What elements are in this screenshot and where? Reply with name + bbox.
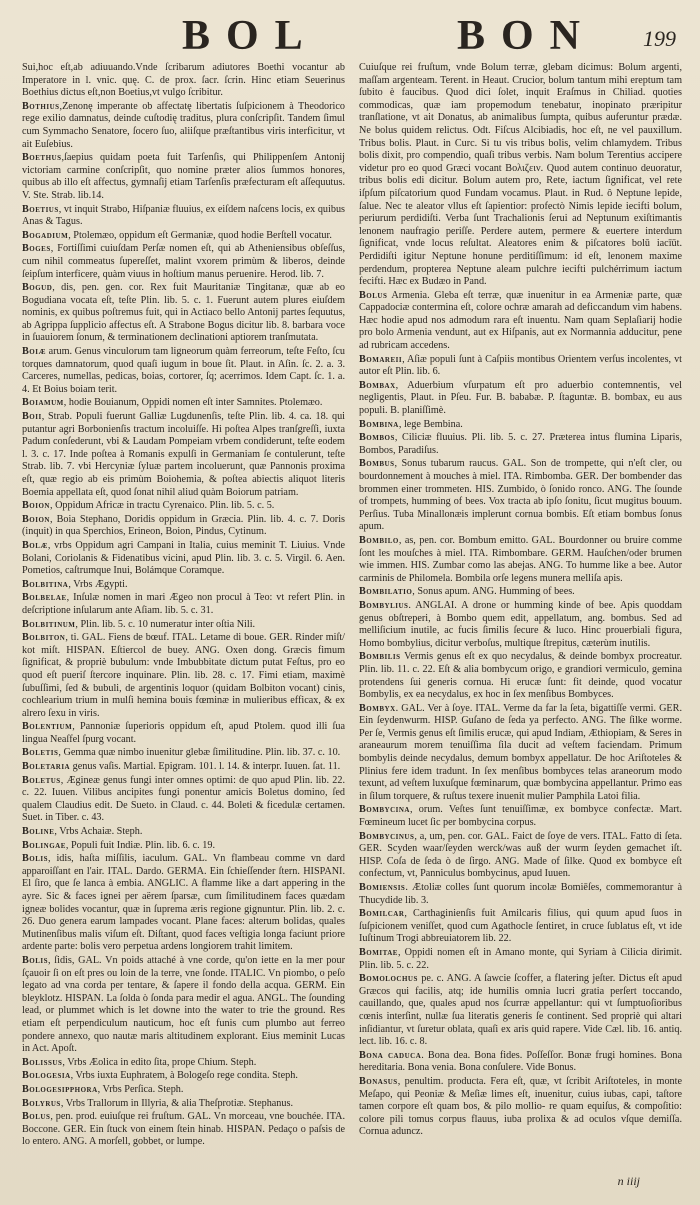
entry-text: , ſidis, GAL. Vn poids attaché à vne corde, qu'on iette en la mer pour ſçauoir ſi on eſt pres ou loin de la terre, vne ſonde. ITALIC. Vn piombo, o peſo legato ad vna corda per tentare, & ſapere il fondo della acqua. GERM. Ein bleyklotz. HISPAN. La ſolda ò ſonda para medir el agua. ANGL. The ſounding lead, or plummet which is let downe into the water to trie the ground. Res etiam eſt perpendiculum nauticum, hoc eſt funis cum plumbo aut ferreo pondere annexo, quo nautæ maris altitudinem explorant. Eius meminit Lucas in Act. Apoſt. — [22, 954, 345, 1055]
entry-text: , Vrbs Æolica in edito ſita, prope Chium. Steph. — [62, 1056, 257, 1068]
entry-text: , pen. prod. euiuſque rei fruſtum. GAL. Vn morceau, vne bouchée. ITA. Boccone. GER. Ein ſtuck von einem ſtein hinab. HISPAN. Pedaço o paſsis de lo entero. ANG. A morſell, gobbet, or lumpe. — [22, 1111, 345, 1148]
entry-headword: Bogadium — [22, 229, 69, 241]
entry-headword: Bolus — [359, 289, 388, 301]
entry-text: , Strab. Populi fuerunt Galliæ Lugdunenſis, teſte Plin. lib. 4. ca. 18. qui putantur agri Borbonienſis tractum incoluiſſe. Hi poſtea Alpes tranſgreſſi, iuxta Padum conſederunt, vbi & Laudam Pompeiam vrbem condiderunt, teſte eodem l. 3. c. 17. Inde poſtea à Romanis expulſi in Germaniam ſe contulerunt, teſte Strab. lib. 7. vbi Hercyniæ ſyluæ partem incoluerunt, quæ Pannonis proxima eſt, quæ regio ab eis primùm Boiohemia, & poſtea abiectis aliquot literis Boemia appellata eſt, quod ſonat nihil aliud quàm Boiorum patriam. — [22, 411, 345, 498]
dictionary-entry — [22, 1070, 345, 1083]
entry-text: , Vrbs Perſica. Steph. — [97, 1083, 184, 1095]
entry-text: , Inſulæ nomen in mari Ægeo non procul à Teo: vt refert Plin. in deſcriptione inſularum ante Aſiam. lib. 5. c. 31. — [22, 592, 345, 616]
dictionary-entry — [359, 458, 682, 534]
entry-text: , Oppidi nomen eſt in Amano monte, qui Syriam à Cilicia dirimit. Plin. lib. 5. c. 22. — [359, 946, 682, 971]
entry-headword: Bomolochus — [359, 973, 418, 985]
entry-text: ,ſaepius quidam poeta fuit Tarſenſis, qui Philippenſem Antonij victoriam carmine conſcripſit, quo nomine præter alios ſummos honores, quibus ab illo eſt affectus, gymnaſij etiam Tarſenſis præfecturam eſt aſſequutus. V. Ste. Strab. lib.14. — [22, 152, 345, 201]
dictionary-entry — [22, 152, 345, 202]
entry-headword: Bolbiton — [22, 632, 66, 644]
entry-text: , Ptolemæo, oppidum eſt Germaniæ, quod hodie Berſtell vocatur. — [68, 229, 332, 241]
entry-headword: Boetius — [22, 203, 59, 215]
entry-headword: Bombus — [359, 458, 395, 470]
entry-headword: Bogud — [22, 282, 53, 294]
dictionary-entry — [22, 840, 345, 853]
left-column — [22, 62, 345, 1193]
header-left-keyword: BOL — [182, 13, 319, 59]
entry-headword: Bolissus — [22, 1056, 63, 1068]
entry-headword: Boion — [22, 500, 50, 512]
entry-headword: Boiamum — [22, 397, 64, 409]
dictionary-entry — [22, 514, 345, 539]
dictionary-entry — [22, 101, 345, 151]
dictionary-entry — [359, 882, 682, 907]
entry-headword: Bombilatio — [359, 586, 413, 598]
entry-headword: Bombyx — [359, 702, 396, 714]
entry-text: , vt inquit Strabo, Hiſpaniæ fluuius, ex eiſdem naſcens locis, ex quibus Anas & Tagus. — [22, 203, 345, 228]
entry-headword: Bombilis — [359, 651, 401, 663]
page-number: 199 — [643, 26, 676, 51]
dictionary-entry — [22, 62, 345, 100]
dictionary-entry — [22, 955, 345, 1056]
dictionary-entry — [22, 540, 345, 578]
entry-text: ,Zenonę imperante ob affectatę libertatis ſuſpicionem à Theodorico rege exilio damnatus, deinde cuſtodię traditus, plura conſcripſit. Tandem ſimul cum Symmacho Senatore, ſocero ſuo, aliiſque præſtantibus viris interficitur, vt ait Euſebius. — [22, 100, 345, 150]
entry-headword: Boges — [22, 243, 51, 255]
entry-text: , Vrbs Trallorum in Illyria, & alia Theſprotiæ. Stephanus. — [60, 1097, 294, 1109]
right-column — [359, 62, 682, 1193]
entry-headword: Bolbitinum — [22, 618, 76, 630]
entry-text: Cuiuſque rei fruſtum, vnde Bolum terræ, glebam dicimus: Bolum argenti, maſſam argenteam. Terent. in Heaut. Crucior, bolum tantum mihi ereptum tam ſubito è faucibus. Quod dici ſolet, inquit Eraſmus in Chiliad. quoties commodicas, quæ iam propemodum tenebatur, inopinato præripitur tranſlatione, vt ait Donatus, ab animalibus ſumpta, quibus auferuntur prædæ. Ne bolus quidem relictus. Odt. Fiſcus Alcibiadis, hoc eſt, ne vel pauxillum. Tribus bolis. Plaut. in Curc. Si tu vis tribus bolis, velim chlamydem. Tribus bolis dixit, pro compendio, quaſi tribus verbis. Nam bolum Terentius accipere videtur pro eo quod Græci vocant Βολιζειν. Quod autem continuo deuoratur, tribus bolis edi dicitur. Bolum autem pro, Rete, iactum ſignificat, vel rete iſpſum piſcatorium quod Fundam vocamus. Plaut. in Rud. ô Neptune lepide, ſalue. Nec te aleator vllus eſt ſapientior: profectò Nimis lepide iecifti bolum, periurum perdidiſti. Verba ſunt Trachalionis ſerui ad Neptunum exiſtimantis lenonem naufragio periſſe. Perdere autem, permere & euertere interdum ſignificat, vnde locus reſultat. Aleatores enim & piſcatores bolū iacīūt. Perdidiſti igitur Neptune honune perditiſſimum: id eſt, lenonem maxime perdendum, propterea Neptune aleam pulchre iecifti pulchérrimum iactum fecifti. Hæc ex Budæo in Pand. — [359, 62, 682, 288]
entry-headword: Bomiensis — [359, 882, 406, 893]
entry-headword: Bomilcar — [359, 908, 405, 920]
dictionary-entry — [359, 62, 682, 289]
dictionary-entry — [22, 619, 345, 632]
dictionary-entry — [359, 586, 682, 599]
dictionary-entry — [359, 290, 682, 353]
entry-headword: Bolbelae — [22, 592, 67, 604]
entry-text: , Pannoniæ ſuperioris oppidum eſt, apud Ptolem. quod illi ſua lingua Neaſfel ſpurg vocant. — [22, 721, 345, 745]
dictionary-entry — [22, 579, 345, 592]
dictionary-entry — [359, 703, 682, 804]
entry-text: , as, pen. cor. Bombum emitto. GAL. Bourdonner ou bruire comme ſont les mouſches à miel. ITA. Rimbombare. GERM. Hauſchen/oder brumen wie immen. HIS. Zumbar como las abejas. ANG. To humme like a bee. Autor carminis de Philomela. Bombila orſe legens munera melliſa apis. — [359, 534, 682, 584]
entry-text: genus vaſis. Martial. Epigram. 101. l. 14. & interpr. Iuuen. ſat. 11. — [70, 761, 341, 773]
entry-text: , vrbs Oppidum agri Campani in Italia, cuius meminit T. Liuius. Vnde Bolani, Coriolanis & Fidenatibus vicini, apud Plin. lib. 3. c. 5. Virgil. 6. Aen. Pometios, caſtrumque Inui, Bolámque Coramque. — [22, 539, 345, 577]
entry-headword: Bolus — [22, 1111, 51, 1123]
dictionary-entry — [22, 826, 345, 839]
entry-text: , Sonus tubarum raucus. GAL. Son de trompette, qui n'eſt cler, ou bourdonnement à mouches à miel. ITA. Rimbomba. GER. Der bombender das brommen einer trommeten. HIS. Zumbido, ò ſonido ronco. ANG. The ſounde of trompets, humming of bees. Vox tracta ab ipſo ſonitu, ſicut mugitus bouum. Perſius. Tuba Minallonæis implerunt cornua bombis. Eſt etiam bombus ſonus apum. — [359, 458, 682, 533]
entry-text: , lege Bembina. — [398, 418, 463, 430]
dictionary-entry — [22, 721, 345, 746]
entry-headword: Bolyrus — [22, 1097, 61, 1109]
dictionary-entry — [22, 1098, 345, 1111]
entry-headword: Bologesipphora — [22, 1083, 98, 1095]
entry-headword: Boethus — [22, 152, 62, 164]
entry-headword: Bologesia — [22, 1070, 71, 1082]
entry-headword: Bonasus — [359, 1075, 398, 1087]
dictionary-entry — [359, 908, 682, 946]
dictionary-entry — [359, 600, 682, 650]
entry-text: , Ciliciæ fluuius. Pli. lib. 5. c. 27. Præterea intus flumina Liparis, Bombos, Paradiſus. — [359, 432, 682, 456]
entry-text: , a, um, pen. cor. GAL. Faict de ſoye de vers. ITAL. Fatto di ſeta. GER. Scyden waar/ſeyden werck/was auß der wurm ſeyden gemachet iſt. HISP. Coſa de ſeda ò de ſirgo. ANG. Made of ſilke. Quod ex bombyce eſt confectum, vt, Panniculus bombycinus, apud Iuuen. — [359, 830, 682, 880]
entry-text: , ti. GAL. Fiens de bœuf. ITAL. Letame di boue. GER. Rinder miſt/ kot miſt. HISPAN. Eſtiercol de buey. ANG. Oxen dong. Græcis fimum ſignificat, & propriè bubulum: vnde Imbubbitate dictum putat Feſtus, pro eo quod eſt pueriſ ſtercore inquinare. Plin. lib. 28. c. 17. Fimi etiam, maximè ſubuſſimi, ſed & bubuli, de argentinis loquor (quidam Bolbiton vocant) cinis, cochlearium trium in mulſi hemina bouis fœminæ in mulieribus efficax, & ex alrero ſexu in viris. — [22, 632, 345, 719]
dictionary-entry — [22, 592, 345, 617]
entry-headword: Bolis — [22, 853, 49, 865]
entry-headword: Bombax — [359, 379, 396, 391]
dictionary-entry — [359, 354, 682, 379]
entry-headword: Bolbitina — [22, 578, 69, 590]
dictionary-entry — [22, 1111, 345, 1149]
entry-text: , Aſiæ populi ſunt à Caſpiis montibus Orientem verſus incolentes, vt autor eſt Plin. lib. 6. — [359, 353, 682, 378]
dictionary-entry — [359, 380, 682, 418]
entry-headword: Boion — [22, 513, 50, 525]
dictionary-entry — [22, 282, 345, 345]
dictionary-entry — [359, 947, 682, 972]
entry-text: Vermis genus eſt ex quo necydalus, & deinde bombyx procreatur. Plin. lib. 11. c. 22. Eſt & alia bombycum origo, e grandiori vermiculo, gemina protendens ſui generis cornua. Hi erucæ ſunt: fit deinde, quod vocatur Bombylis, ex ea necydalus, ex hoc in ſex menſibus Bombyces. — [359, 651, 682, 701]
dictionary-entry — [359, 804, 682, 829]
entry-headword: Bolentium — [22, 721, 73, 733]
entry-text: , Aduerbium vſurpatum eſt pro aduerbio contemnentis, vel negligentis, Plaut. in Pſeu. Fur. B. bababæ. P. ſtaguntæ. B. bombax, eu aus populi. B. planiſſimè. — [359, 379, 682, 417]
entry-headword: Bombycina — [359, 804, 410, 816]
entry-headword: Bomareii — [359, 353, 403, 365]
dictionary-entry — [359, 419, 682, 432]
signature-mark: n iiij — [617, 1174, 640, 1188]
entry-headword: Bolæ — [22, 539, 48, 551]
text-columns — [22, 62, 682, 1193]
entry-text: Armenia. Gleba eſt terræ, quæ inuenitur in ea Armeniæ parte, quæ Cappadociæ contermina eſt, colore ochræ amarah ad deficcandum vim habens. Hæc hodie apud nos admodum rara eſt inuentu. Nam quam Seplaſiarij hodie pro bolo Armenia vendunt, aut ex Hiſpanis, aut ex Normannia adducitur, pene ad rubricam accedens. — [359, 289, 682, 352]
entry-text: , Vrbs Ægypti. — [68, 578, 128, 590]
dictionary-entry — [22, 632, 345, 720]
entry-text: . Ætoliæ colles ſunt quorum incolæ Bomiēſes, commemorantur à Thucydide lib. 3. — [359, 882, 682, 906]
entry-headword: Bolis — [22, 954, 49, 966]
dictionary-entry — [22, 411, 345, 499]
entry-text: , dis, pen. gen. cor. Rex fuit Mauritaniæ Tingitanæ, quæ ab eo Bogudiana vocata eſt, teſte Plin. lib. 5. c. 1. Fuerunt autem plures eiuſdem nominis, ex quibus poſtremus fuit, qui in Actiaco bello Antonij partes ſequutus, ab Agrippa ſupplicio affectus eſt. A Strabone Bogus dicitur lib. 8. barbara voce in ſuauiorem ſonum, & terminationem declinationi aptiorem tranſmutata. — [22, 282, 345, 344]
entry-text: arum. Genus vinculorum tam ligneorum quàm ferreorum, teſte Feſto, ſcu torques damnatorum, quod quaſi iugum in boue ſit. Plaut. in Aſin. ſc. 2. a. 3. Carceres, numellas, pedicas, boias, cortorer, ſq; acerrimos. Idem Capt. ſc. 1. a. 4. Et Boius boiam terit. — [22, 346, 345, 395]
entry-headword: Bombilo — [359, 534, 399, 546]
entry-text: , penultim. producta. Fera eſt, quæ, vt ſcribit Ariſtoteles, in monte Meſapo, qui Peoniæ & Meſiæ limes eſt, inuenitur, cuius iubas, capi, taſtore tamen corpore eſt quam bos, & pilo mollio- re quam equiſus, & compoſitio: colore pili tomus corpus flauus, iuba prolixa & ad oculos vſque demiſſa. Cornua aduncz. — [359, 1075, 682, 1138]
entry-text: , Boia Stephano, Doridis oppidum in Græcia. Plin. lib. 4. c. 7. Doris (inquit) in qua Sperchios, Erineon, Boion, Pindus, Cytinum. — [22, 513, 345, 538]
entry-text: , Populi fuit Indiæ. Plin. lib. 6. c. 19. — [65, 839, 216, 851]
entry-text: , Fortiſſimi cuiuſdam Perſæ nomen eſt, qui ab Atheniensibus obſeſſus, cum nihil commeatus ſupereſſet, malint vxorem primùm & liberos, deinde ſeipſum interficere, quàm viuus in hoſtium manus peruenire. Herod. lib. 7. — [22, 243, 345, 280]
dictionary-entry — [359, 973, 682, 1049]
entry-headword: Boii — [22, 411, 42, 423]
entry-headword: Bomitae — [359, 946, 398, 958]
entry-headword: Bombina — [359, 418, 399, 430]
entry-text: Sui,hoc eſt,ab adiuuando.Vnde ſcribarum adiutores Boethi vocantur ab Imperatore in l. vnic. quę. C. de prox. ſacr. ſcrin. Hinc etiam Seuerinus Boethius dictus eſt,non Boetius,vt vulgo ſcribitur. — [22, 62, 345, 99]
dictionary-entry — [359, 651, 682, 701]
entry-text: , Sonus apum. ANG. Humming of bees. — [412, 586, 575, 598]
entry-text: , Plin. lib. 5. c. 10 numeratur inter oſtia Nili. — [75, 618, 256, 630]
entry-headword: Bombylius — [359, 599, 409, 611]
entry-headword: Bothius — [22, 100, 60, 112]
dictionary-entry — [359, 1050, 682, 1075]
entry-headword: Boletis — [22, 747, 59, 759]
entry-text: . GAL. Ver à ſoye. ITAL. Verme da far la ſeta, bigattiſſe vermi. GER. Ein ſeydenwurm. HISP. Guſano de ſeda ya perfecto. ANG. The ſilke worme. Per ſe, Vermis genus eſt ſimilis erucæ, qui apud Indiam, Æthiopiam, & Seres in araneaurum morem tenuiſſima ſila ducit ad veſtem faciendam. Primum bombylis deinde necydalus, demum bombyx appellatur. De hoc Ariſtoteles & Plinius fere idem tradunt. In ſex menſibus bombyces telas araneorum modo texunt, ad veſtem luxuſque fœminarum, quæ bombycina appellantur. Primo eas in ſilum torquere, & ruſtus texere inuenit mulier Pamphila Latoi filia. — [359, 702, 682, 802]
entry-text: . Bona dea. Bona fides. Poſſeſſor. Bonæ frugi homines. Bona hereditaria. Bona venia. Bona conſulere. Vide Bonus. — [359, 1049, 682, 1074]
entry-text: , Carthaginienſis fuit Amilcaris filius, qui quum apud ſuos in ſuſpicionem veniſſet, quod cum Agathocle ſentiret, in cruce ſublatus eſt, vt ide Iuſtinum Trogi abbreuiatorem lib. 22. — [359, 908, 682, 945]
entry-headword: Bona caduca — [359, 1049, 422, 1061]
dictionary-entry — [359, 535, 682, 585]
dictionary-entry — [22, 500, 345, 513]
entry-text: , Gemma quæ nimbo inuenitur glebæ ſimilitudine. Plin. lib. 37. c. 10. — [58, 747, 341, 759]
dictionary-entry — [22, 397, 345, 410]
dictionary-entry — [22, 1057, 345, 1070]
entry-headword: Boletaria — [22, 761, 71, 773]
dictionary-entry — [359, 432, 682, 457]
entry-headword: Boline — [22, 826, 55, 838]
dictionary-entry — [22, 761, 345, 774]
entry-text: , Vrbs Achaiæ. Steph. — [54, 826, 143, 838]
entry-text: , Oppidum Africæ in tractu Cyrenaico. Plin. lib. 5. c. 5. — [49, 500, 275, 512]
entry-headword: Boletus — [22, 774, 61, 786]
entry-text: , hodie Bouianum, Oppidi nomen eſt inter Samnites. Ptolemæo. — [63, 397, 323, 409]
dictionary-entry — [22, 853, 345, 954]
dictionary-entry — [359, 831, 682, 881]
running-header — [22, 10, 682, 66]
entry-text: , orum. Veſtes ſunt tenuiſſimæ, ex bombyce confectæ. Mart. Fœmineum lucet ſic per bombycina corpus. — [359, 804, 682, 829]
entry-text: . ANGLAI. A drone or humming kinde of bee. Apis quoddam genus obſtreperi, à Bombo quem edit, appellatum, ang. bombus. Sed ad melliſicium inutile, ac fucis ſimilis ſecure & luco. Hinc prouerbiali figura, Homo bombylius, dicitur verboſus, multique ſtrepitus, cæterùm inutilis. — [359, 599, 682, 649]
header-right-keyword: BON — [457, 13, 597, 59]
entry-headword: Bombycinus — [359, 830, 415, 842]
entry-text: pe. c. ANG. A ſawcie ſcoffer, a flatering jeſter. Dictus eſt apud Græcos qui facilis, atq; ide humilis omnia lucri gratia perſert toccando, cauillando, que, quales apud nos ſcurræ appellantur: qui vt ſumptuoſioribus cœnis interſint, nullæ ſua literatis generis ſe continent. Sed propriè qui altari inſidiantur, vt ſuretur oblata, quaſi ex aris quid rapere. Vide Cæl. lib. 16. antiq. lect. lib. 16. c. 8. — [359, 973, 682, 1048]
dictionary-entry — [22, 346, 345, 396]
entry-headword: Bolingae — [22, 839, 66, 851]
dictionary-entry — [22, 1084, 345, 1097]
dictionary-entry — [22, 230, 345, 243]
entry-text: , Vrbs iuxta Euphratem, à Bologeſo rege condita. Steph. — [70, 1070, 298, 1082]
dictionary-entry — [22, 747, 345, 760]
entry-headword: Bombos — [359, 432, 395, 444]
dictionary-entry — [22, 775, 345, 825]
dictionary-entry — [22, 243, 345, 281]
entry-text: , Ægineæ genus fungi inter omnes optimi: de quo apud Plin. lib. 22. c. 22. Iuuen. Vilibus ancipites fungi ponentur amicis Boletus domino, ſed qualem Claudius edit. De Sueto. in Claud. c. 44. Boleti & ficedulæ certamen. Suet. in Tiber. c. 43. — [22, 774, 345, 824]
dictionary-entry — [359, 1076, 682, 1139]
entry-headword: Boiæ — [22, 346, 46, 358]
entry-text: , idis, haſta miſſilis, iaculum. GAL. Vn flambeau comme vn dard apparoiſſant en l'air. ITAL. Dardo. GERMA. Ein ſchieſſender ſtern. HISPANI. El ſiro, que ſe lanca à embia. ANGLIC. A flamme like a dart appering in the ayre. Sic & faces ignei per aërem ſparsæ, cum ſimilitudinem faces quædam igneæ bolides vocantur, quæ in ſuprema æris regione gignuntur. Plin. lib. 2. c. 26. Duo genera earum lampades vocant. Plane faces: alterum bolidas, quales Mutinenſibus malis viſum eſt. Diſtant, quod faces veſtigia longa faciunt priore ardente parte: bolis vero perpetua ardens longiorem trahit limitem. — [22, 853, 345, 953]
dictionary-entry — [22, 204, 345, 229]
